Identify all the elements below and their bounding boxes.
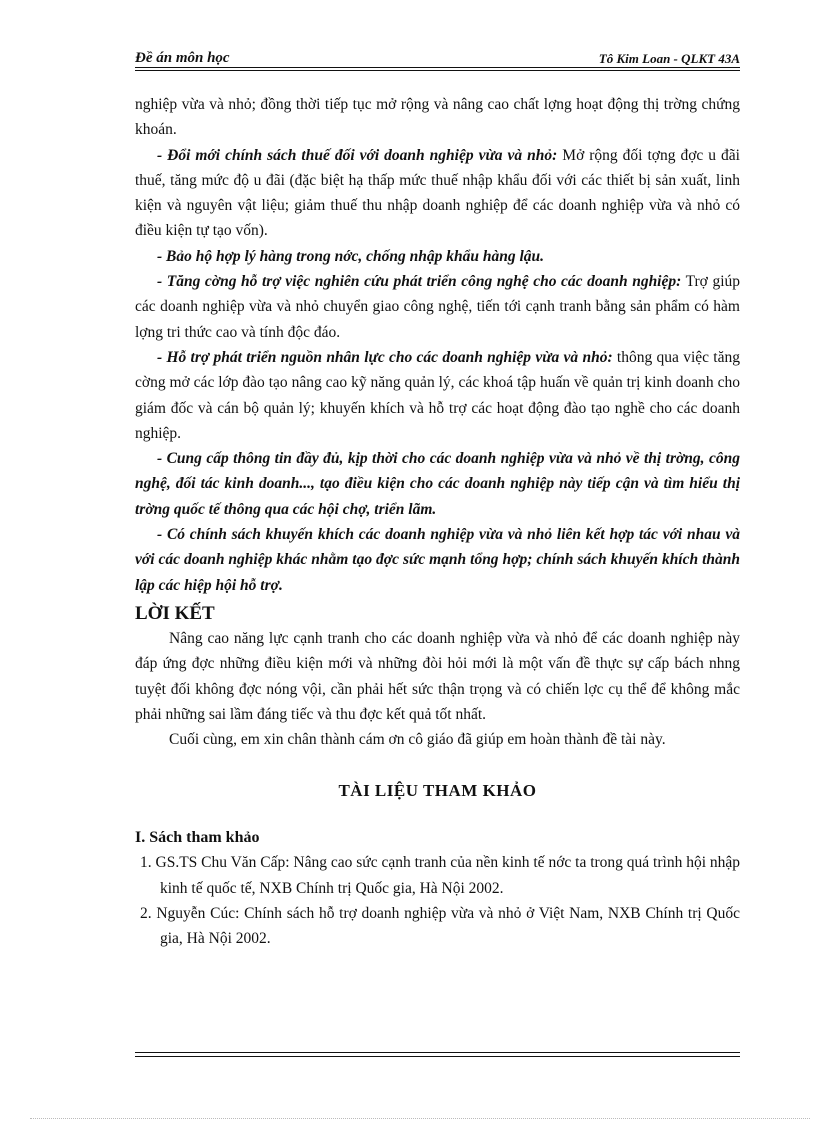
references-heading: TÀI LIỆU THAM KHẢO: [338, 781, 537, 801]
conclusion-paragraph: Cuối cùng, em xin chân thành cám ơn cô giáo đã giúp em hoàn thành đề tài này.: [169, 731, 666, 749]
paragraph-lead: - Đổi mới chính sách thuế đối với doanh nghiệp vừa và nhỏ:: [157, 146, 558, 164]
paragraph: - Cung cấp thông tin đầy đủ, kịp thời cho các doanh nghiệp vừa và nhỏ về thị trờng, công nghệ, đối tác kinh doanh..., tạo điều kiện cho các doanh nghiệp này tiếp cận và tìm hiểu thị trờng quốc tế thông qua các hội chợ, triển lãm.: [135, 450, 740, 518]
header-rule: [135, 67, 740, 68]
header-author: Tô Kim Loan - QLKT 43A: [598, 51, 740, 66]
document-body: [135, 92, 740, 952]
paragraph-text: Trợ giúp các doanh nghiệp vừa và nhỏ chuyển giao công nghệ, tiến tới cạnh tranh bằng sản phẩm có hàm lợng tri thức cao và tính độc đáo.: [135, 273, 741, 341]
paragraph: [135, 345, 740, 446]
paragraph: - Bảo hộ hợp lý hàng trong nớc, chống nhập khẩu hàng lậu.: [157, 247, 545, 265]
footer-rule: [135, 1052, 740, 1053]
paragraph: - Có chính sách khuyến khích các doanh nghiệp vừa và nhỏ liên kết hợp tác với nhau và với các doanh nghiệp khác nhằm tạo đợc sức mạnh tổng hợp; chính sách khuyến khích thành lập các hiệp hội hỗ trợ.: [135, 526, 740, 594]
conclusion-paragraph: Nâng cao năng lực cạnh tranh cho các doanh nghiệp vừa và nhỏ để các doanh nghiệp này đáp ứng đợc những điều kiện mới và những đòi hỏi mới là một vấn đề thực sự cấp bách nhng tuyệt đối không đợc nóng vội, cần phải hết sức thận trọng và có chiến lợc cụ thể để không mắc phải những sai lầm đáng tiếc và thu đợc kết quả tốt nhất.: [135, 629, 740, 723]
reference-item: 2. Nguyễn Cúc: Chính sách hỗ trợ doanh nghiệp vừa và nhỏ ở Việt Nam, NXB Chính trị Quốc gia, Hà Nội 2002.: [140, 905, 740, 948]
paragraph-text: thông qua việc tăng cờng mở các lớp đào tạo nâng cao kỹ năng quản lý, các khoá tập huấn về quản trị kinh doanh cho giám đốc và cán bộ quản lý; khuyến khích và hỗ trợ các hoạt động đào tạo nghề cho các doanh nghiệp.: [135, 348, 740, 442]
references-section-title: I. Sách tham khảo: [135, 829, 260, 847]
footer-rule-secondary: [135, 1056, 740, 1057]
page-header: [135, 50, 740, 68]
paragraph-lead: - Tăng cờng hỗ trợ việc nghiên cứu phát triển công nghệ cho các doanh nghiệp:: [157, 273, 682, 291]
page-edge-dotted-line: [30, 1118, 810, 1119]
paragraph: nghiệp vừa và nhỏ; đồng thời tiếp tục mở rộng và nâng cao chất lợng hoạt động thị trờng chứng khoán.: [135, 96, 740, 139]
paragraph: [135, 269, 740, 345]
reference-item: 1. GS.TS Chu Văn Cấp: Nâng cao sức cạnh tranh của nền kinh tế nớc ta trong quá trình hội nhập kinh tế quốc tế, NXB Chính trị Quốc gia, Hà Nội 2002.: [140, 854, 741, 897]
paragraph-text: Mở rộng đối tợng đợc u đãi thuế, tăng mức độ u đãi (đặc biệt hạ thấp mức thuế nhập khẩu đối với các thiết bị sản xuất, linh kiện và nguyên vật liệu; giảm thuế thu nhập doanh nghiệp để các doanh nghiệp vừa và nhỏ có điều kiện tự tạo vốn).: [135, 146, 740, 240]
conclusion-heading: LỜI KẾT: [135, 602, 215, 624]
paragraph: [135, 143, 740, 244]
paragraph-lead: - Hỗ trợ phát triển nguồn nhân lực cho các doanh nghiệp vừa và nhỏ:: [157, 348, 613, 366]
header-rule-secondary: [135, 70, 740, 71]
header-course-title: Đề án môn học: [135, 50, 230, 66]
